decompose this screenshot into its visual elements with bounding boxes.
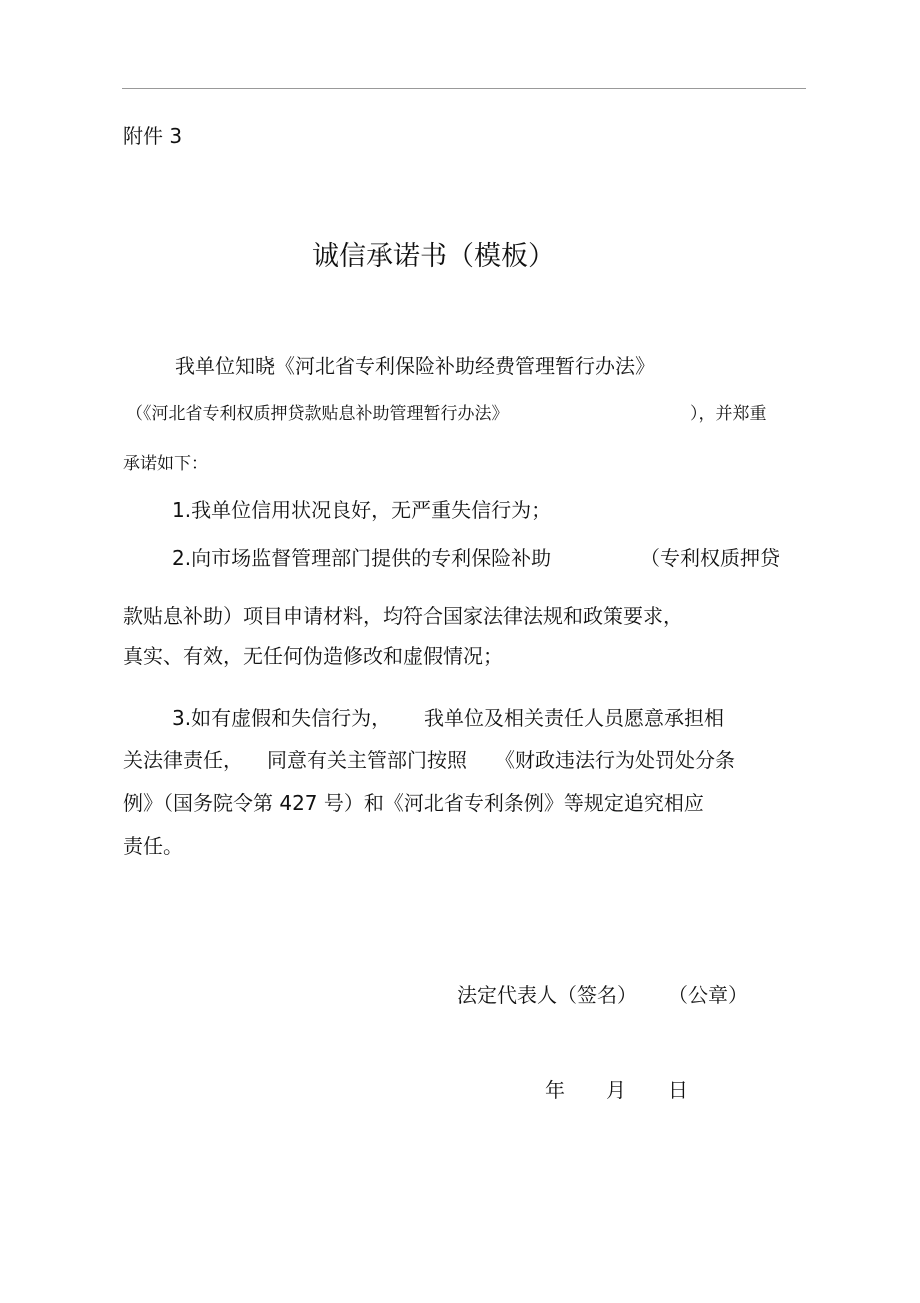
commitment-item-2-line-1-right: （专利权质押贷 xyxy=(640,546,780,570)
date-day: 日 xyxy=(668,1078,688,1102)
intro-line-3: 承诺如下： xyxy=(123,454,208,474)
date-year: 年 xyxy=(545,1078,565,1102)
official-seal: （公章） xyxy=(668,983,748,1007)
intro-line-2-right: ），并郑重 xyxy=(690,404,767,424)
commitment-item-3-line-1-left: 3.如有虚假和失信行为， xyxy=(172,706,392,730)
commitment-item-3-line-2-left: 关法律责任， xyxy=(123,748,243,772)
commitment-item-2-line-2: 款贴息补助）项目申请材料，均符合国家法律法规和政策要求， xyxy=(123,604,683,628)
header-rule xyxy=(122,88,806,89)
commitment-item-1: 1.我单位信用状况良好，无严重失信行为； xyxy=(172,498,552,522)
intro-line-2-left: （《河北省专利权质押贷款贴息补助管理暂行办法》 xyxy=(126,404,509,424)
commitment-item-3-line-2-mid: 同意有关主管部门按照 xyxy=(267,748,467,772)
commitment-item-3-line-2-right: 《财政违法行为处罚处分条 xyxy=(495,748,735,772)
attachment-label: 附件 3 xyxy=(123,124,183,148)
commitment-item-3-line-4: 责任。 xyxy=(123,834,183,858)
commitment-item-3-line-3: 例》（国务院令第 427 号）和《河北省专利条例》等规定追究相应 xyxy=(123,791,704,815)
intro-line-1: 我单位知晓《河北省专利保险补助经费管理暂行办法》 xyxy=(175,354,655,378)
date-month: 月 xyxy=(606,1078,626,1102)
commitment-item-2-line-3: 真实、有效，无任何伪造修改和虚假情况； xyxy=(123,644,503,668)
document-title: 诚信承诺书（模板） xyxy=(312,241,555,272)
legal-representative-signature: 法定代表人（签名） xyxy=(457,983,637,1007)
commitment-item-3-line-1-right: 我单位及相关责任人员愿意承担相 xyxy=(424,706,724,730)
commitment-item-2-line-1-left: 2.向市场监督管理部门提供的专利保险补助 xyxy=(172,546,552,570)
